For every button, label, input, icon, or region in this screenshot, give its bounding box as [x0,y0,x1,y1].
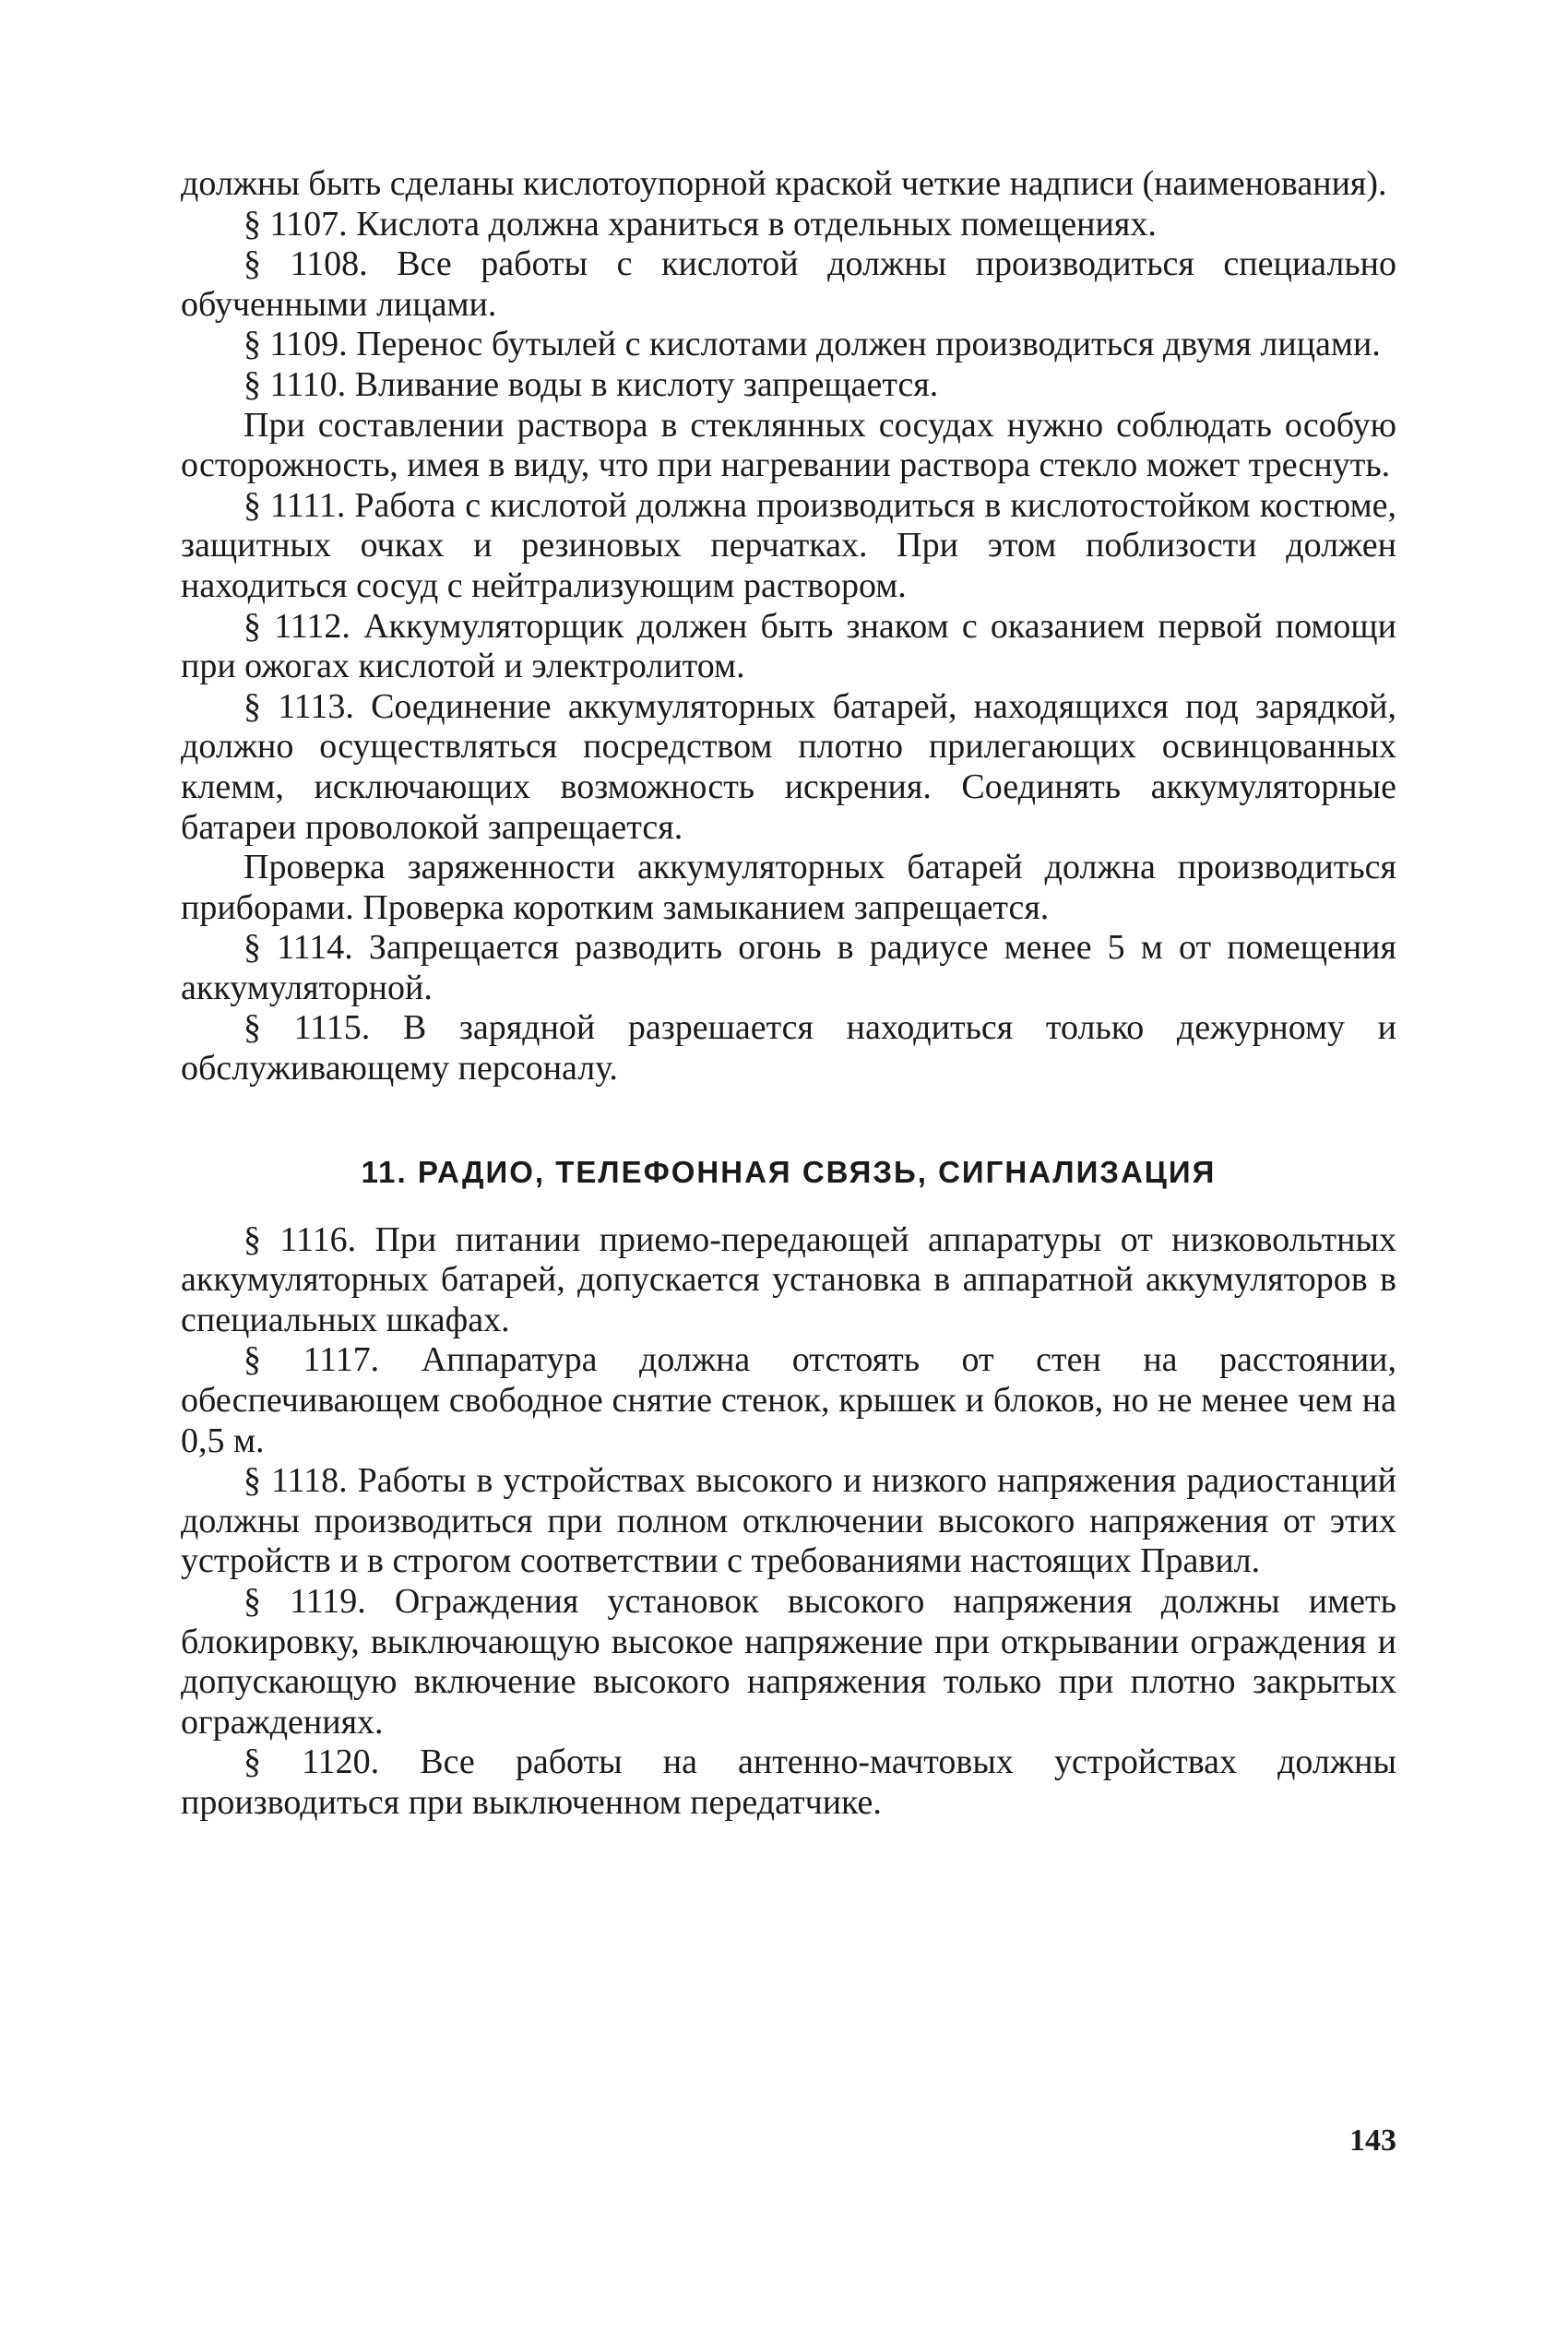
paragraph-1109: § 1109. Перенос бутылей с кислотами должен производиться двумя лицами. [244,325,1381,364]
paragraph-1115: § 1115. В зарядной разрешается находиться только дежурному и обслуживающему персоналу. [181,1008,1396,1088]
paragraph-1120: § 1120. Все работы на антенно-мачтовых устройствах должны производиться при выключенном передатчике. [181,1742,1396,1822]
paragraph-1107: § 1107. Кислота должна храниться в отдельных помещениях. [244,204,1157,244]
paragraph-1117: § 1117. Аппаратура должна отстоять от стен на расстоянии, обеспечивающем свободное снятие стенок, крышек и блоков, но не менее чем на 0,5 м. [181,1340,1396,1460]
paragraph-1116: § 1116. При питании приемо-передающей аппаратуры от низковольтных аккумуляторных батарей, допускается установка в аппаратной аккумуляторов в специальных шкафах. [181,1219,1396,1339]
paragraph-continuation: должны быть сделаны кислотоупорной краской четкие надписи (наименования). [181,164,1387,203]
page-body [181,164,1396,1824]
paragraph-1118: § 1118. Работы в устройствах высокого и низкого напряжения радиостанций должны производиться при полном отключении высокого напряжения от этих устройств и в строгом соответствии с требованиями настоящих Правил. [181,1461,1396,1581]
page-number: 143 [1349,2123,1396,2158]
paragraph-1111: § 1111. Работа с кислотой должна производиться в кислотостойком костюме, защитных очках и резиновых перчатках. При этом поблизости должен находиться сосуд с нейтрализующим раствором. [181,485,1396,605]
paragraph-1113-note: Проверка заряженности аккумуляторных батарей должна производиться приборами. Проверка коротким замыканием запрещается. [181,848,1396,927]
paragraph-1108: § 1108. Все работы с кислотой должны производиться специально обученными лицами. [181,244,1396,324]
section-heading: 11. РАДИО, ТЕЛЕФОННАЯ СВЯЗЬ, СИГНАЛИЗАЦИЯ [361,1154,1217,1189]
paragraph-1113: § 1113. Соединение аккумуляторных батарей, находящихся под зарядкой, должно осуществляться посредством плотно прилегающих освинцованных клемм, исключающих возможность искрения. Соединять аккумуляторные батареи проволокой запрещается. [181,686,1396,847]
paragraph-1110: § 1110. Вливание воды в кислоту запрещается. [244,364,939,404]
paragraph-1110-note: При составлении раствора в стеклянных сосудах нужно соблюдать особую осторожность, имея в виду, что при нагревании раствора стекло может треснуть. [181,405,1396,485]
paragraph-1112: § 1112. Аккумуляторщик должен быть знаком с оказанием первой помощи при ожогах кислотой и электролитом. [181,606,1396,686]
paragraph-1119: § 1119. Ограждения установок высокого напряжения должны иметь блокировку, выключающую высокое напряжение при открывании ограждения и допускающую включение высокого напряжения только при плотно закрытых ограждениях. [181,1582,1396,1742]
paragraph-1114: § 1114. Запрещается разводить огонь в радиусе менее 5 м от помещения аккумуляторной. [181,928,1396,1007]
